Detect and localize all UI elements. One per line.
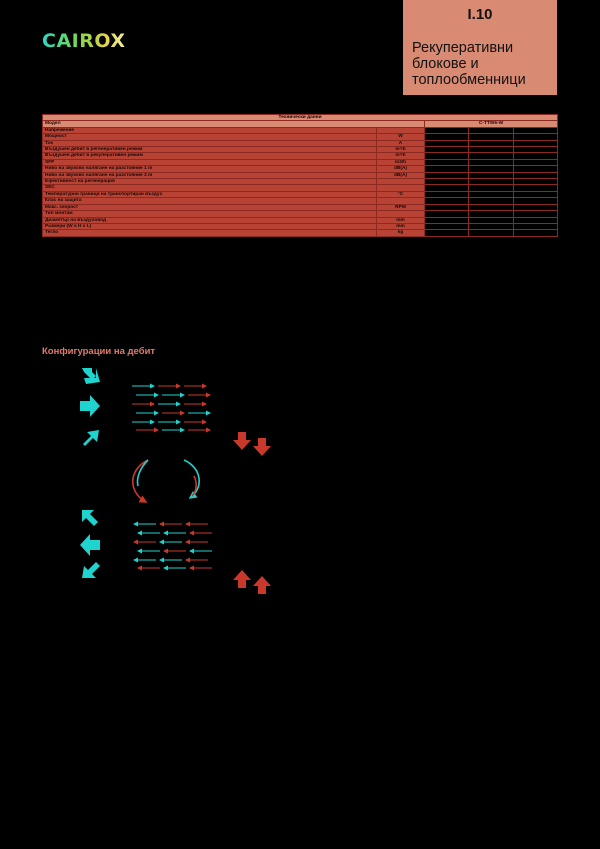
spec-row-label: SFP — [43, 159, 377, 165]
arrow-diag-in-icon — [82, 368, 100, 384]
spec-row-unit: m3/h — [377, 159, 425, 165]
spec-row-value — [469, 230, 514, 236]
spec-row-unit: mm — [377, 223, 425, 229]
spec-table — [42, 114, 558, 237]
spec-row-label: Въздушен дебит в рекуперативен режим — [43, 153, 377, 159]
spec-row-label: Размери (W x H x L) — [43, 223, 377, 229]
arrow-right-icon — [80, 395, 100, 417]
flow-arrows-top — [132, 386, 210, 430]
spec-row-value — [425, 230, 469, 236]
spec-row-unit: m³/h — [377, 153, 425, 159]
spec-row-unit: A — [377, 140, 425, 146]
arrow-diag-down-icon — [82, 562, 100, 578]
spec-row-value — [514, 230, 558, 236]
spec-row-label: Мощност — [43, 134, 377, 140]
arrow-up-pair-icon — [233, 570, 271, 594]
spec-row — [43, 230, 558, 236]
section-title: Рекуперативни блокове и топлообменници — [412, 40, 526, 88]
spec-row-label: Въздушен дебит в регенеративен режим — [43, 147, 377, 153]
arrow-diag-out-icon — [82, 510, 98, 526]
spec-row-label: Ток — [43, 140, 377, 146]
spec-row-label: Клас на защита — [43, 198, 377, 204]
spec-row-label: Температурни граници на транспортиран въздух — [43, 191, 377, 197]
brand-logo: CAIROX — [42, 30, 126, 52]
arrow-down-pair-icon — [233, 432, 271, 456]
spec-row-unit: RPM — [377, 204, 425, 210]
spec-row-unit: kg — [377, 230, 425, 236]
spec-row-label: Тегло — [43, 230, 377, 236]
arrow-diag-up-icon — [83, 430, 99, 446]
spec-row-unit: W — [377, 134, 425, 140]
spec-row-label: Диаметър на въздуховод — [43, 217, 377, 223]
model-value: C-TTW6-W — [425, 121, 558, 127]
spec-row-label: Напрежение — [43, 127, 377, 133]
section-header — [403, 0, 557, 95]
flow-arrows-bottom — [134, 524, 212, 568]
spec-row-label: Ефективност на регенерация — [43, 179, 377, 185]
spec-row-label: Макс. скорост — [43, 204, 377, 210]
spec-row-label: Ниво на звуково налягане на разстояние 1 m — [43, 166, 377, 172]
spec-caption: Технически данни — [43, 115, 558, 121]
model-label: Модел — [43, 121, 425, 127]
spec-row-label: Тип монтаж — [43, 211, 377, 217]
cycle-icon — [133, 460, 199, 502]
spec-row-unit: mm — [377, 217, 425, 223]
section-number: I.10 — [467, 6, 493, 23]
config-title: Конфигурации на дебит — [42, 346, 156, 357]
flow-config-diagram — [70, 360, 300, 600]
spec-row-label: SEC — [43, 185, 377, 191]
arrow-left-icon — [80, 534, 100, 556]
spec-row-label: Ниво на звуково налягане на разстояние 3 m — [43, 172, 377, 178]
spec-row-unit: m³/h — [377, 147, 425, 153]
spec-row-unit: dB(A) — [377, 172, 425, 178]
spec-row-unit: °C — [377, 191, 425, 197]
spec-row-unit: dB(A) — [377, 166, 425, 172]
